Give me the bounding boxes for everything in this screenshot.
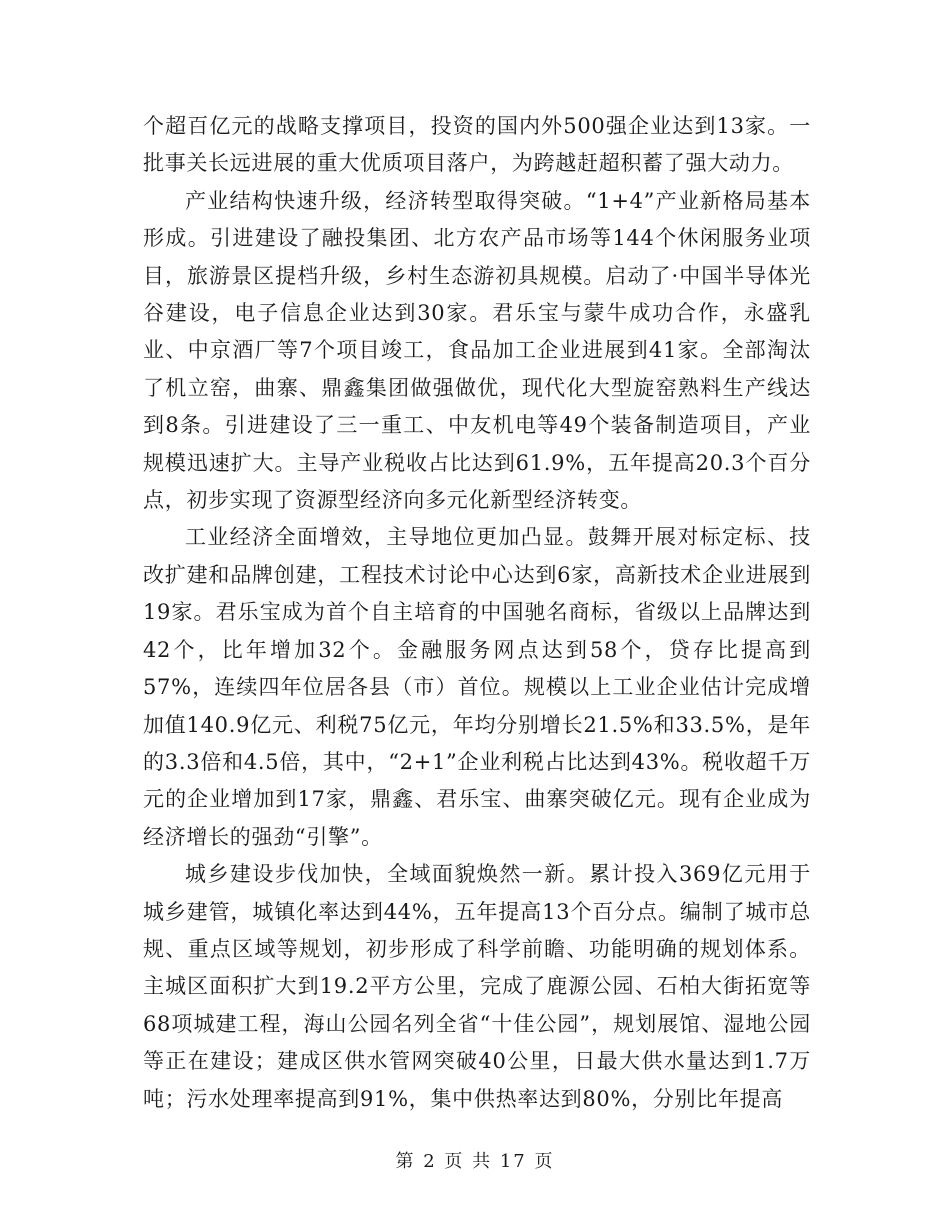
- paragraph-4: 城乡建设步伐加快，全域面貌焕然一新。累计投入369亿元用于城乡建管，城镇化率达到44%，五年提高13个百分点。编制了城市总规、重点区域等规划，初步形成了科学前瞻、功能明确的规划体系。主城区面积扩大到19.2平方公里，完成了鹿源公园、石柏大街拓宽等68项城建工程，海山公园名列全省“十佳公园”，规划展馆、湿地公园等正在建设；建成区供水管网突破40公里，日最大供水量达到1.7万吨；污水处理率提高到91%，集中供热率达到80%，分别比年提高: [143, 862, 811, 1111]
- paragraph-1: 个超百亿元的战略支撑项目，投资的国内外500强企业达到13家。一批事关长远进展的重大优质项目落户，为跨越赶超积蓄了强大动力。: [143, 114, 811, 176]
- document-body: [143, 108, 811, 1118]
- page-number-footer: 第 2 页 共 17 页: [395, 1151, 555, 1172]
- paragraph-2: 产业结构快速升级，经济转型取得突破。“1+4”产业新格局基本形成。引进建设了融投集团、北方农产品市场等144个休闲服务业项目，旅游景区提档升级，乡村生态游初具规模。启动了·中国半导体光谷建设，电子信息企业达到30家。君乐宝与蒙牛成功合作，永盛乳业、中京酒厂等7个项目竣工，食品加工企业进展到41家。全部淘汰了机立窑，曲寨、鼎鑫集团做强做优，现代化大型旋窑熟料生产线达到8条。引进建设了三一重工、中友机电等49个装备制造项目，产业规模迅速扩大。主导产业税收占比达到61.9%，五年提高20.3个百分点，初步实现了资源型经济向多元化新型经济转变。: [143, 188, 811, 513]
- paragraph-3: 工业经济全面增效，主导地位更加凸显。鼓舞开展对标定标、技改扩建和品牌创建，工程技术讨论中心达到6家，高新技术企业进展到19家。君乐宝成为首个自主培育的中国驰名商标，省级以上品牌达到42个，比年增加32个。金融服务网点达到58个，贷存比提高到57%，连续四年位居各县（市）首位。规模以上工业企业估计完成增加值140.9亿元、利税75亿元，年均分别增长21.5%和33.5%，是年的3.3倍和4.5倍，其中，“2+1”企业利税占比达到43%。税收超千万元的企业增加到17家，鼎鑫、君乐宝、曲寨突破亿元。现有企业成为经济增长的强劲“引擎”。: [143, 525, 811, 849]
